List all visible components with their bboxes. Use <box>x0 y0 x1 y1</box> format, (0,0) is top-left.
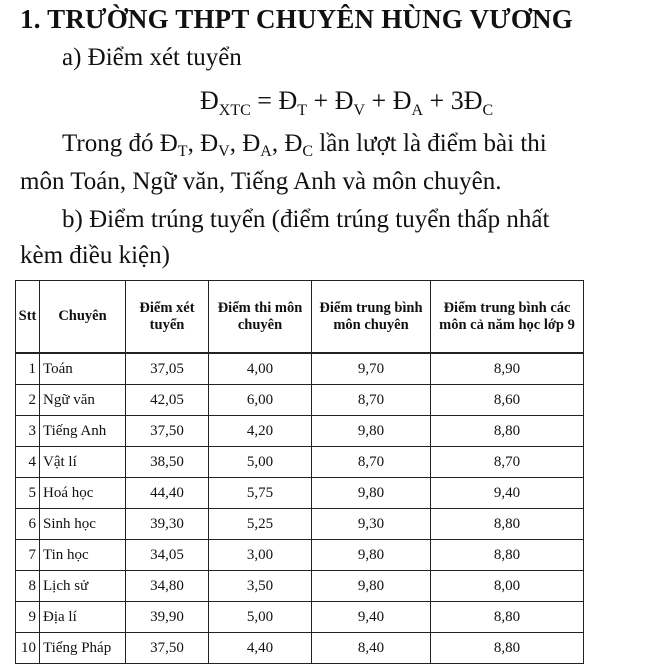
cell-stt: 2 <box>16 385 40 416</box>
table-row <box>16 478 584 509</box>
cell-stt: 5 <box>16 478 40 509</box>
cell-specialty-average: 9,40 <box>312 602 431 633</box>
table-row <box>16 416 584 447</box>
table-header-row <box>16 281 584 354</box>
admission-scores-table <box>15 280 584 664</box>
cell-stt: 7 <box>16 540 40 571</box>
cell-grade9-average: 8,00 <box>431 571 584 602</box>
cell-specialty: Tiếng Pháp <box>40 633 126 664</box>
table-row <box>16 509 584 540</box>
cell-specialty: Tiếng Anh <box>40 416 126 447</box>
section-b-title-line2: kèm điều kiện) <box>20 242 170 269</box>
cell-specialty-average: 9,70 <box>312 353 431 385</box>
cell-admission-score: 39,90 <box>126 602 209 633</box>
cell-specialty: Lịch sử <box>40 571 126 602</box>
cell-stt: 3 <box>16 416 40 447</box>
cell-stt: 4 <box>16 447 40 478</box>
cell-specialty-average: 8,70 <box>312 385 431 416</box>
cell-specialty-average: 9,80 <box>312 540 431 571</box>
cell-admission-score: 34,80 <box>126 571 209 602</box>
section-b-title-line1: b) Điểm trúng tuyển (điểm trúng tuyển thấp nhất <box>62 206 550 233</box>
cell-exam-score: 3,00 <box>209 540 312 571</box>
header-grade9-average: Điểm trung bình các môn cả năm học lớp 9 <box>431 281 584 354</box>
header-stt: Stt <box>16 281 40 354</box>
header-specialty-exam-score: Điểm thi môn chuyên <box>209 281 312 354</box>
cell-exam-score: 4,00 <box>209 353 312 385</box>
cell-grade9-average: 8,70 <box>431 447 584 478</box>
cell-stt: 6 <box>16 509 40 540</box>
cell-stt: 10 <box>16 633 40 664</box>
cell-grade9-average: 8,80 <box>431 602 584 633</box>
cell-specialty-average: 8,70 <box>312 447 431 478</box>
cell-exam-score: 5,25 <box>209 509 312 540</box>
formula-description-line2: môn Toán, Ngữ văn, Tiếng Anh và môn chuyên. <box>20 168 502 195</box>
cell-stt: 8 <box>16 571 40 602</box>
cell-specialty-average: 9,80 <box>312 478 431 509</box>
cell-admission-score: 38,50 <box>126 447 209 478</box>
cell-admission-score: 42,05 <box>126 385 209 416</box>
cell-specialty: Tin học <box>40 540 126 571</box>
cell-grade9-average: 8,90 <box>431 353 584 385</box>
cell-exam-score: 6,00 <box>209 385 312 416</box>
cell-exam-score: 4,40 <box>209 633 312 664</box>
cell-admission-score: 39,30 <box>126 509 209 540</box>
cell-admission-score: 34,05 <box>126 540 209 571</box>
school-heading: 1. TRƯỜNG THPT CHUYÊN HÙNG VƯƠNG <box>20 4 573 34</box>
table-row <box>16 385 584 416</box>
table-row <box>16 447 584 478</box>
table-row <box>16 602 584 633</box>
table-row <box>16 540 584 571</box>
admission-formula: $Đ_{XTC}$ = $Đ_T$ + $Đ_V$ + $Đ_A$ + $3Đ_C$ <box>200 86 494 119</box>
cell-specialty-average: 9,80 <box>312 416 431 447</box>
cell-specialty: Ngữ văn <box>40 385 126 416</box>
cell-stt: 9 <box>16 602 40 633</box>
cell-grade9-average: 8,80 <box>431 509 584 540</box>
cell-admission-score: 44,40 <box>126 478 209 509</box>
cell-grade9-average: 9,40 <box>431 478 584 509</box>
cell-grade9-average: 8,80 <box>431 540 584 571</box>
cell-specialty: Hoá học <box>40 478 126 509</box>
table-row <box>16 571 584 602</box>
cell-specialty-average: 9,30 <box>312 509 431 540</box>
cell-grade9-average: 8,80 <box>431 633 584 664</box>
cell-exam-score: 5,75 <box>209 478 312 509</box>
table-row <box>16 353 584 385</box>
cell-grade9-average: 8,80 <box>431 416 584 447</box>
cell-stt: 1 <box>16 353 40 385</box>
cell-specialty-average: 9,80 <box>312 571 431 602</box>
cell-admission-score: 37,05 <box>126 353 209 385</box>
table-row <box>16 633 584 664</box>
header-specialty: Chuyên <box>40 281 126 354</box>
formula-description-line1: Trong đó $Đ_T$, $Đ_V$, $Đ_A$, $Đ_C$ lần lượt là điểm bài thi <box>62 130 547 160</box>
section-a-title: a) Điểm xét tuyển <box>62 44 242 71</box>
cell-specialty: Địa lí <box>40 602 126 633</box>
cell-exam-score: 4,20 <box>209 416 312 447</box>
cell-grade9-average: 8,60 <box>431 385 584 416</box>
cell-specialty: Sinh học <box>40 509 126 540</box>
header-specialty-average: Điểm trung bình môn chuyên <box>312 281 431 354</box>
header-admission-score: Điểm xét tuyển <box>126 281 209 354</box>
cell-specialty-average: 8,40 <box>312 633 431 664</box>
cell-specialty: Toán <box>40 353 126 385</box>
cell-exam-score: 3,50 <box>209 571 312 602</box>
cell-admission-score: 37,50 <box>126 416 209 447</box>
cell-exam-score: 5,00 <box>209 447 312 478</box>
cell-specialty: Vật lí <box>40 447 126 478</box>
cell-exam-score: 5,00 <box>209 602 312 633</box>
cell-admission-score: 37,50 <box>126 633 209 664</box>
